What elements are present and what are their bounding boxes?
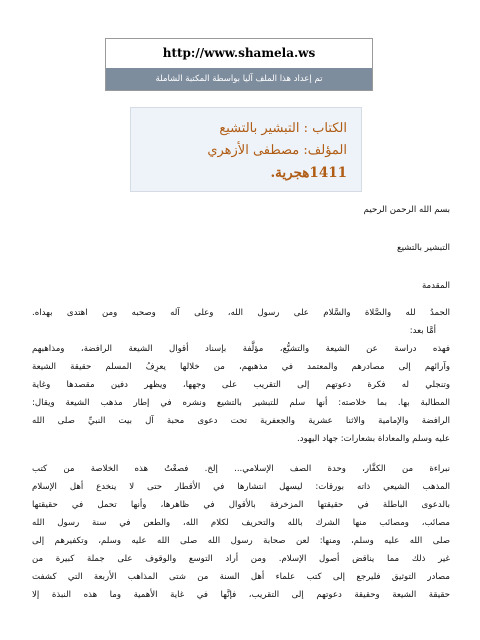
site-header-box (105, 38, 373, 91)
paragraph-line: نبراءة من الكفَّار، وحدة الصف الإسلامي... إلخ. فصعْتُ هذه الخلاصة من كتب (32, 464, 450, 474)
paragraph-line: وآرائهم إلى مصادرهم والمعتمد في مذهبهم، من خلالها يعرِفُ المسلم حقيقة الشيعة (32, 362, 450, 372)
paragraph-line: عليه وسلم والمعاداة بشعارات: جهاد اليهود. (297, 434, 450, 444)
paragraph-line: حقيقة الشيعة وحقيقة دعوتهم إلى التقريب، فإنَّها في غاية الأهمية وما هذه النبذة إلا (32, 590, 450, 600)
paragraph-line: فهذه دراسة عن الشيعة والتشيُّع، مؤلَّفة بإسناد أقوال الشيعة الرافضة، ومذاهبهم (32, 344, 450, 354)
generated-by-banner: تم إعداد هذا الملف آليا بواسطة المكتبة الشاملة (106, 68, 372, 90)
paragraph-line: مصائب، ومصائب منها الشرك بالله والتحريف لكلام الله، والطعن في سنة رسول الله (32, 518, 450, 528)
site-url-link[interactable]: http://www.shamela.ws (162, 46, 316, 60)
paragraph-line: المذهب الشيعي ذاته بورقات: ليسهل انتشارها في الأقطار حتى لا ينخدع أهل الإسلام (32, 482, 450, 492)
year-line: 1411هجرية. (270, 165, 347, 181)
paragraph-line: أمَّا بعد: (409, 326, 436, 336)
document-body (32, 201, 450, 604)
section-heading: المقدمة (421, 281, 450, 291)
paragraph-line: وتنجلي له فكرة دعوتهم إلى التقريب على وجهها، ويظهر دفين مقصدها وغاية (32, 380, 450, 390)
paragraph-line: الحمدُ لله والصَّلاة والسَّلام على رسول الله، وعلى آله وصحبه ومن اهتدى بهداه. (32, 308, 450, 318)
document-title-line: التبشير بالتشيع (397, 243, 450, 253)
basmala-line: بسم الله الرحمن الرحيم (363, 205, 450, 215)
author-line: المؤلف: مصطفى الأزهري (207, 143, 347, 158)
paragraph-line: الرافضة والإمامية والاثنا عشرية والجعفرية تحت دعوى محبة آل بيت النبيِّ صلى الله (32, 416, 450, 426)
paragraph-line: المطالبة بها. بما خلاصته: أنها سلم للتبشير بالتشيع ونشره في إطار مذهب الشيعة ويقال: (32, 398, 450, 408)
paragraph-line: غير ذلك مما يناقض أصول الإسلام. ومن أراد التوسع والوقوف على جملة كبيرة من (32, 554, 450, 564)
paragraph-line: صلى الله عليه وسلم، ومنها: لعن صحابة رسول الله صلى الله عليه وسلم، وتكفيرهم إلى (32, 536, 450, 546)
book-title-line: الكتاب : التبشير بالتشيع (219, 121, 347, 136)
book-info-box (130, 107, 362, 192)
paragraph-line: بالدعوى الباطلة في حقيقتها المزخرفة بالأقوال في ظاهرها، وأنها تحمل في حقيقتها (32, 500, 450, 510)
paragraph-line: مصادر التوثيق فليرجع إلى كتب علماء أهل السنة من شتى المذاهب الأربعة التي كشفت (32, 572, 450, 582)
